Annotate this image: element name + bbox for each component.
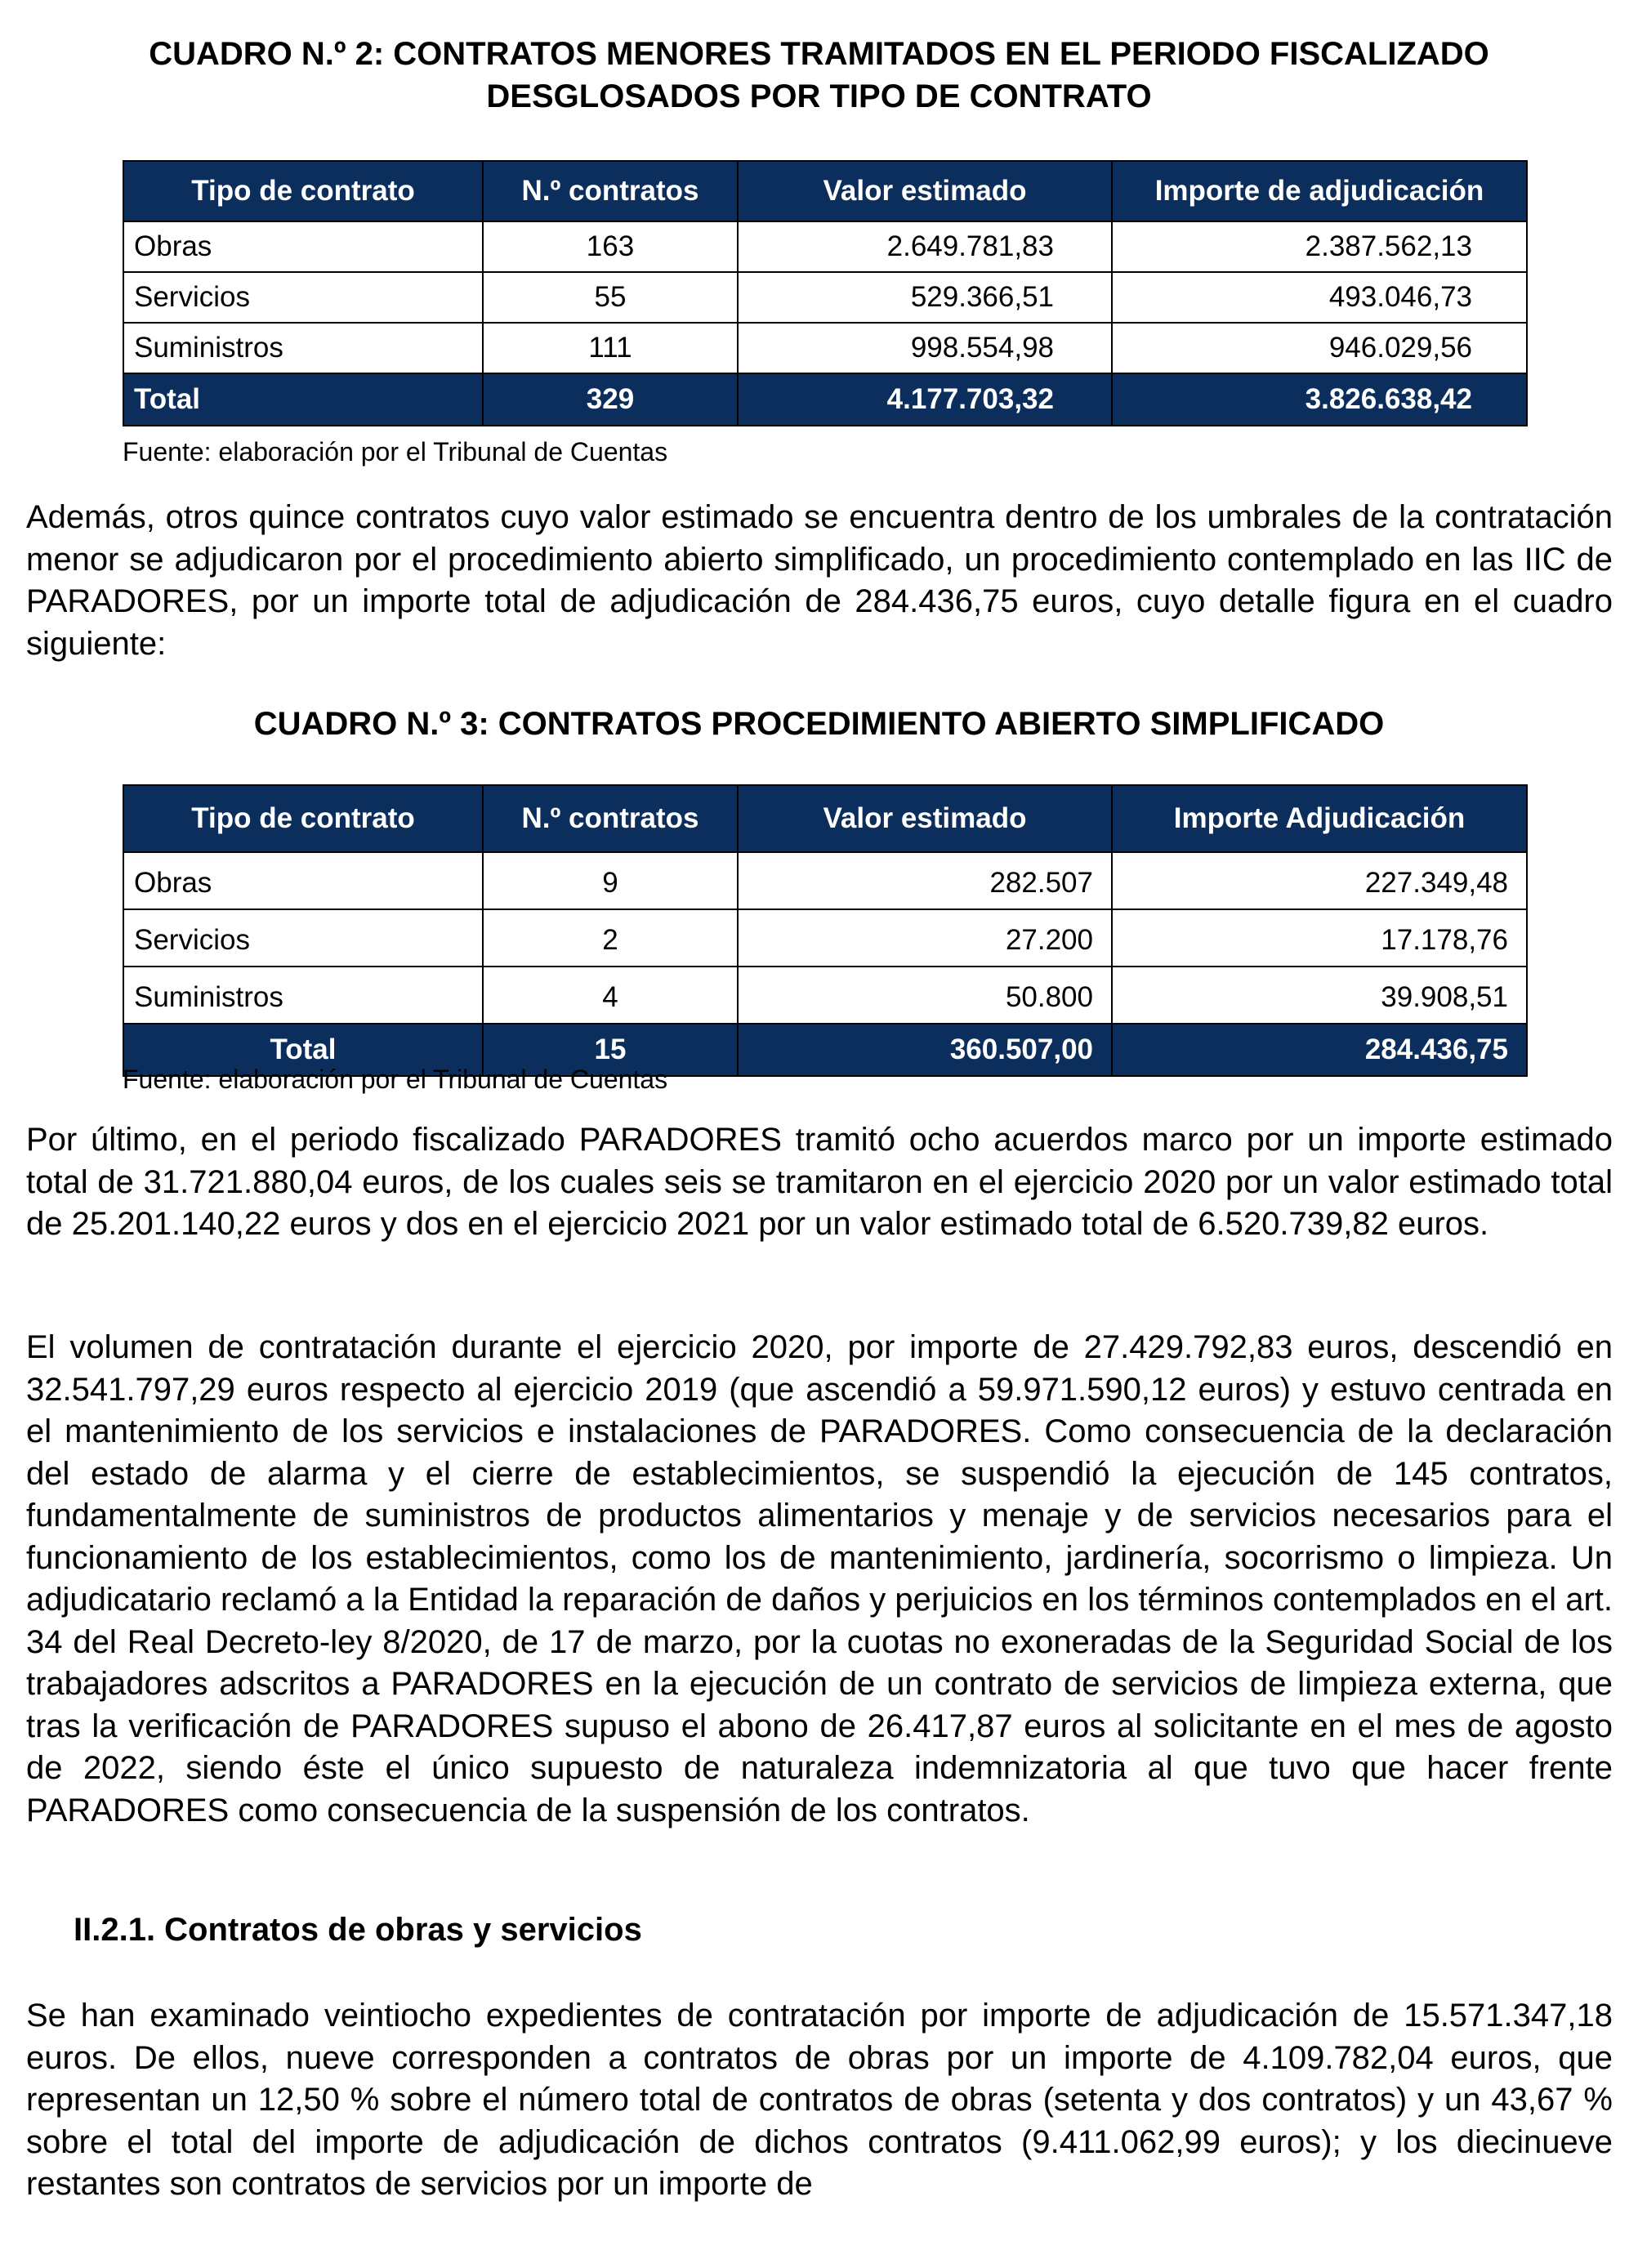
table-total-row: [123, 373, 1527, 426]
table-cell: 998.554,98: [738, 323, 1112, 373]
table-cell: 2.387.562,13: [1112, 221, 1527, 272]
cuadro-2-table: [123, 160, 1528, 426]
cuadro-2-title-line-2: DESGLOSADOS POR TIPO DE CONTRATO: [486, 78, 1152, 114]
column-header: N.º contratos: [483, 161, 738, 221]
paragraph: El volumen de contratación durante el ejercicio 2020, por importe de 27.429.792,83 euros, descendió en 32.541.797,29 euros respecto al ejercicio 2019 (que ascendió a 59.971.590,12 euros) y estuvo centrada en el mantenimiento de los servicios e instalaciones de PARADORES. Como consecuencia de la declaración del estado de alarma y el cierre de establecimientos, se suspendió la ejecución de 145 contratos, fundamentalmente de suministros de productos alimentarios y menaje y de servicios necesarios para el funcionamiento de los establecimientos, como los de mantenimiento, jardinería, socorrismo o limpieza. Un adjudicatario reclamó a la Entidad la reparación de daños y perjuicios en los términos contemplados en el art. 34 del Real Decreto-ley 8/2020, de 17 de marzo, por la cuotas no exoneradas de la Seguridad Social de los trabajadores adscritos a PARADORES en la ejecución de un contrato de servicios de limpieza externa, que tras la verificación de PARADORES supuso el abono de 26.417,87 euros al solicitante en el mes de agosto de 2022, siendo éste el único supuesto de naturaleza indemnizatoria al que tuvo que hacer frente PARADORES como consecuencia de la suspensión de los contratos.: [26, 1329, 1613, 1828]
table-header-row: [123, 785, 1527, 852]
table-cell: Suministros: [123, 323, 483, 373]
table-cell: 2: [483, 909, 738, 967]
table-header-row: [123, 161, 1527, 221]
table-cell: Obras: [123, 852, 483, 909]
table-cell: 2.649.781,83: [738, 221, 1112, 272]
table-cell: 17.178,76: [1112, 909, 1527, 967]
table-cell: 55: [483, 272, 738, 323]
paragraph: Se han examinado veintiocho expedientes de contratación por importe de adjudicación de 15.571.347,18 euros. De ellos, nueve corresponden a contratos de obras por un importe de 4.109.782,04 euros, que representan un 12,50 % sobre el número total de contratos de obras (setenta y dos contratos) y un 43,67 % sobre el total del importe de adjudicación de dichos contratos (9.411.062,99 euros); y los diecinueve restantes son contratos de servicios por un importe de: [26, 1998, 1613, 2202]
total-cell: 15: [483, 1024, 738, 1076]
total-cell: Total: [123, 373, 483, 426]
table-cell: 529.366,51: [738, 272, 1112, 323]
table-row: [123, 272, 1527, 323]
table-cell: Servicios: [123, 909, 483, 967]
table-cell: 27.200: [738, 909, 1112, 967]
column-header: Valor estimado: [738, 161, 1112, 221]
table-cell: 4: [483, 967, 738, 1024]
column-header: Valor estimado: [738, 785, 1112, 852]
table-row: [123, 852, 1527, 909]
column-header: N.º contratos: [483, 785, 738, 852]
table-cell: 39.908,51: [1112, 967, 1527, 1024]
table-cell: 946.029,56: [1112, 323, 1527, 373]
cuadro-3-source: Fuente: elaboración por el Tribunal de Cuentas: [123, 1065, 668, 1094]
total-cell: 360.507,00: [738, 1024, 1112, 1076]
table-cell: Obras: [123, 221, 483, 272]
table-cell: Suministros: [123, 967, 483, 1024]
table-cell: 9: [483, 852, 738, 909]
cuadro-3-table: [123, 784, 1528, 1077]
table-cell: 50.800: [738, 967, 1112, 1024]
table-cell: 111: [483, 323, 738, 373]
paragraph: Por último, en el periodo fiscalizado PARADORES tramitó ocho acuerdos marco por un importe estimado total de 31.721.880,04 euros, de los cuales seis se tramitaron en el ejercicio 2020 por un valor estimado total de 25.201.140,22 euros y dos en el ejercicio 2021 por un valor estimado total de 6.520.739,82 euros.: [26, 1122, 1613, 1242]
column-header: Importe Adjudicación: [1112, 785, 1527, 852]
section-heading: II.2.1. Contratos de obras y servicios: [74, 1912, 642, 1948]
paragraph: Además, otros quince contratos cuyo valor estimado se encuentra dentro de los umbrales de la contratación menor se adjudicaron por el procedimiento abierto simplificado, un procedimiento contemplado en las IIC de PARADORES, por un importe total de adjudicación de 284.436,75 euros, cuyo detalle figura en el cuadro siguiente:: [26, 499, 1613, 662]
table-cell: Servicios: [123, 272, 483, 323]
column-header: Importe de adjudicación: [1112, 161, 1527, 221]
table-cell: 282.507: [738, 852, 1112, 909]
total-cell: 3.826.638,42: [1112, 373, 1527, 426]
cuadro-3-title: CUADRO N.º 3: CONTRATOS PROCEDIMIENTO ABIERTO SIMPLIFICADO: [253, 706, 1385, 742]
table-cell: 227.349,48: [1112, 852, 1527, 909]
cuadro-2-source: Fuente: elaboración por el Tribunal de Cuentas: [123, 437, 668, 467]
cuadro-2-title: [49, 33, 1589, 118]
total-cell: 284.436,75: [1112, 1024, 1527, 1076]
table-row: [123, 221, 1527, 272]
cuadro-2-title-line-1: CUADRO N.º 2: CONTRATOS MENORES TRAMITADOS EN EL PERIODO FISCALIZADO: [149, 36, 1489, 72]
total-cell: Total: [123, 1024, 483, 1076]
column-header: Tipo de contrato: [123, 161, 483, 221]
column-header: Tipo de contrato: [123, 785, 483, 852]
table-row: [123, 323, 1527, 373]
table-cell: 163: [483, 221, 738, 272]
table-row: [123, 909, 1527, 967]
table-row: [123, 967, 1527, 1024]
table-cell: 493.046,73: [1112, 272, 1527, 323]
total-cell: 329: [483, 373, 738, 426]
total-cell: 4.177.703,32: [738, 373, 1112, 426]
